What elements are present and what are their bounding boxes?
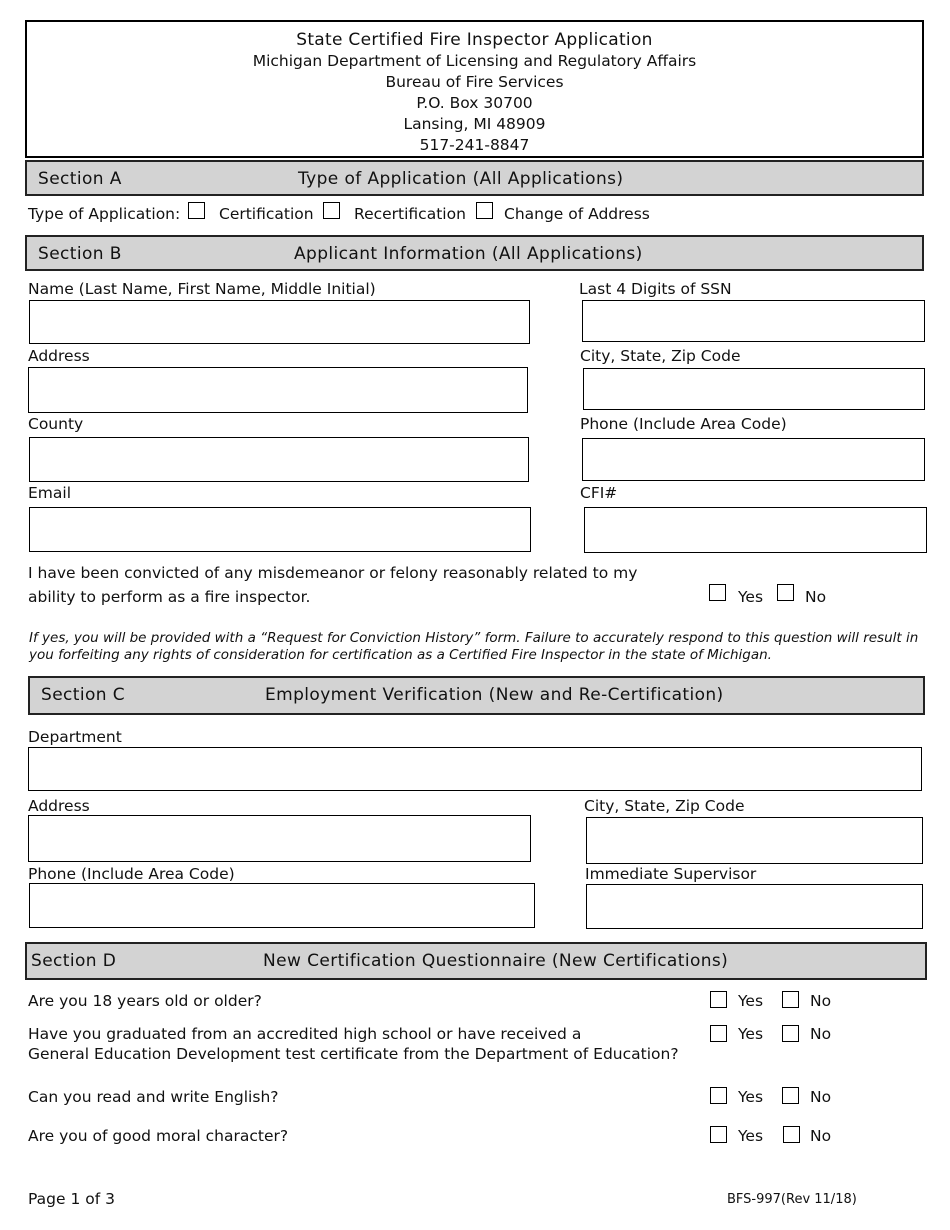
certification-checkbox[interactable] bbox=[188, 202, 205, 219]
applicant-name-field[interactable] bbox=[29, 300, 530, 344]
county-field[interactable] bbox=[29, 437, 529, 482]
cfi-label: CFI# bbox=[580, 484, 618, 502]
employer-city-label: City, State, Zip Code bbox=[584, 797, 745, 815]
department-label: Department bbox=[28, 728, 122, 746]
section-b-bar bbox=[25, 235, 924, 271]
applicant-name-label: Name (Last Name, First Name, Middle Initial) bbox=[28, 280, 376, 298]
section-a-code: Section A bbox=[38, 169, 122, 189]
english-yes-checkbox[interactable] bbox=[710, 1087, 727, 1104]
applicant-city-field[interactable] bbox=[583, 368, 925, 410]
moral-yes-label: Yes bbox=[738, 1127, 764, 1145]
education-no-checkbox[interactable] bbox=[782, 1025, 799, 1042]
conviction-yes-checkbox[interactable] bbox=[709, 584, 726, 601]
supervisor-field[interactable] bbox=[586, 884, 923, 929]
age-no-label: No bbox=[810, 992, 832, 1010]
recertification-label: Recertification bbox=[354, 205, 466, 223]
applicant-city-label: City, State, Zip Code bbox=[580, 347, 741, 365]
supervisor-label: Immediate Supervisor bbox=[585, 865, 757, 883]
section-a-bar bbox=[25, 160, 924, 196]
section-d-title: New Certification Questionnaire (New Certifications) bbox=[263, 951, 729, 971]
bureau-name: Bureau of Fire Services bbox=[385, 73, 564, 91]
form-id: BFS-997(Rev 11/18) bbox=[727, 1192, 857, 1207]
po-box: P.O. Box 30700 bbox=[416, 94, 533, 112]
applicant-phone-field[interactable] bbox=[582, 438, 925, 481]
conviction-question-line2: ability to perform as a fire inspector. bbox=[28, 588, 311, 606]
applicant-phone-label: Phone (Include Area Code) bbox=[580, 415, 787, 433]
form-title: State Certified Fire Inspector Application bbox=[296, 30, 653, 50]
section-c-code: Section C bbox=[41, 685, 126, 705]
age-no-checkbox[interactable] bbox=[782, 991, 799, 1008]
county-label: County bbox=[28, 415, 84, 433]
age-question: Are you 18 years old or older? bbox=[28, 992, 262, 1010]
section-c-bar bbox=[28, 676, 925, 715]
conviction-note bbox=[29, 630, 929, 664]
agency-name: Michigan Department of Licensing and Regulatory Affairs bbox=[252, 52, 697, 70]
section-b-title: Applicant Information (All Applications) bbox=[294, 244, 643, 264]
conviction-note-line2: you forfeiting any rights of consideration for certification as a Certified Fire Inspector in the state of Michigan. bbox=[29, 647, 772, 663]
conviction-no-label: No bbox=[805, 588, 827, 606]
section-d-bar bbox=[25, 942, 927, 980]
employer-address-field[interactable] bbox=[28, 815, 531, 862]
conviction-no-checkbox[interactable] bbox=[777, 584, 794, 601]
change-of-address-label: Change of Address bbox=[504, 205, 650, 223]
ssn-label: Last 4 Digits of SSN bbox=[579, 280, 732, 298]
english-no-checkbox[interactable] bbox=[782, 1087, 799, 1104]
english-question: Can you read and write English? bbox=[28, 1088, 279, 1106]
section-d-code: Section D bbox=[31, 951, 117, 971]
change-of-address-checkbox[interactable] bbox=[476, 202, 493, 219]
employer-address-label: Address bbox=[28, 797, 90, 815]
ssn-field[interactable] bbox=[582, 300, 925, 342]
age-yes-checkbox[interactable] bbox=[710, 991, 727, 1008]
recertification-checkbox[interactable] bbox=[323, 202, 340, 219]
moral-no-checkbox[interactable] bbox=[783, 1126, 800, 1143]
department-field[interactable] bbox=[28, 747, 922, 791]
section-c-title: Employment Verification (New and Re-Certification) bbox=[265, 685, 724, 705]
conviction-yes-label: Yes bbox=[738, 588, 764, 606]
phone-number: 517-241-8847 bbox=[419, 136, 530, 154]
employer-city-field[interactable] bbox=[586, 817, 923, 864]
moral-character-question: Are you of good moral character? bbox=[28, 1127, 289, 1145]
education-question-line1: Have you graduated from an accredited high school or have received a bbox=[28, 1025, 582, 1043]
english-yes-label: Yes bbox=[738, 1088, 764, 1106]
education-question-line2: General Education Development test certificate from the Department of Education? bbox=[28, 1045, 679, 1063]
education-no-label: No bbox=[810, 1025, 832, 1043]
conviction-question-line1: I have been convicted of any misdemeanor or felony reasonably related to my bbox=[28, 564, 638, 582]
applicant-address-label: Address bbox=[28, 347, 90, 365]
email-field[interactable] bbox=[29, 507, 531, 552]
employer-phone-label: Phone (Include Area Code) bbox=[28, 865, 235, 883]
type-of-application-label: Type of Application: bbox=[28, 205, 181, 223]
email-label: Email bbox=[28, 484, 72, 502]
cfi-field[interactable] bbox=[584, 507, 927, 553]
applicant-address-field[interactable] bbox=[28, 367, 528, 413]
section-a-title: Type of Application (All Applications) bbox=[298, 169, 624, 189]
moral-no-label: No bbox=[810, 1127, 832, 1145]
employer-phone-field[interactable] bbox=[29, 883, 535, 928]
education-yes-label: Yes bbox=[738, 1025, 764, 1043]
certification-label: Certification bbox=[219, 205, 314, 223]
education-yes-checkbox[interactable] bbox=[710, 1025, 727, 1042]
english-no-label: No bbox=[810, 1088, 832, 1106]
moral-yes-checkbox[interactable] bbox=[710, 1126, 727, 1143]
conviction-note-line1: If yes, you will be provided with a “Request for Conviction History” form. Failure to accurately respond to this question will result in bbox=[29, 630, 919, 646]
page-number: Page 1 of 3 bbox=[28, 1190, 115, 1208]
age-yes-label: Yes bbox=[738, 992, 764, 1010]
section-b-code: Section B bbox=[38, 244, 122, 264]
form-header bbox=[25, 20, 924, 158]
city-state: Lansing, MI 48909 bbox=[403, 115, 546, 133]
